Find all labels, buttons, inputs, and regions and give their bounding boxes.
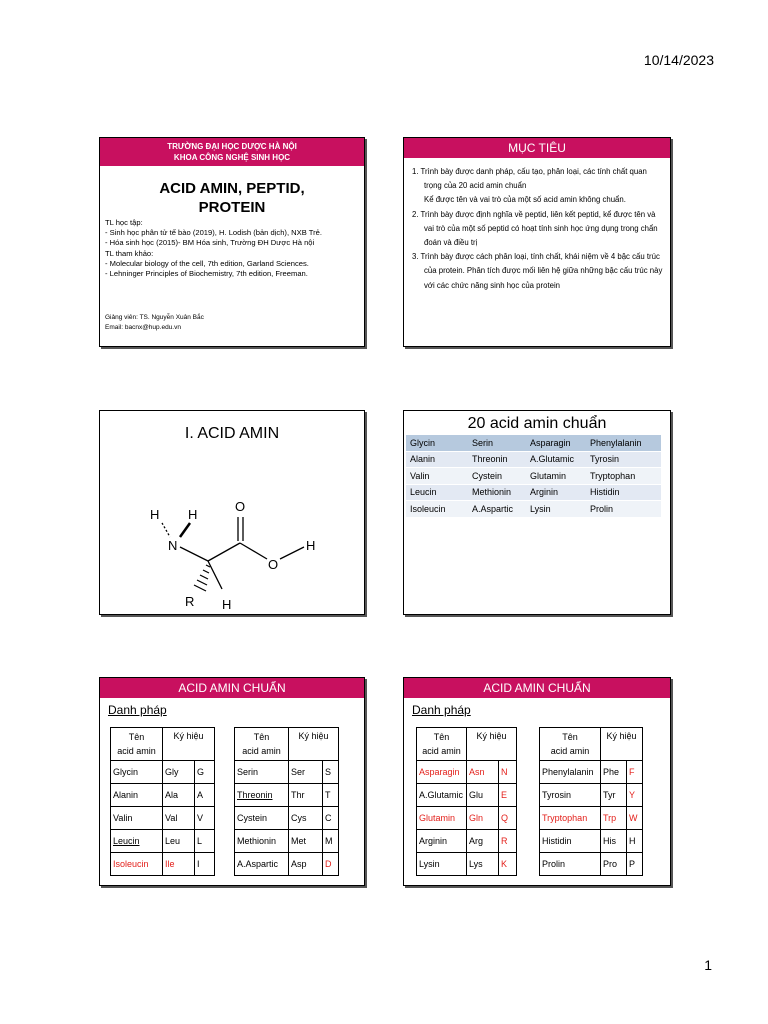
aa-name: Leucin	[111, 830, 163, 853]
aa-code: G	[195, 761, 215, 784]
reference-line: - Molecular biology of the cell, 7th edition, Garland Sciences.	[105, 258, 309, 268]
table-row	[111, 853, 215, 876]
table-row	[111, 761, 215, 784]
amino-acid-structure-diagram	[140, 451, 340, 612]
slide-nomenclature-1	[99, 677, 365, 886]
table-cell: Tyrosin	[586, 451, 661, 468]
table-row	[406, 468, 661, 485]
slide-nomenclature-2	[403, 677, 671, 886]
table-cell: Cystein	[468, 468, 526, 485]
table-cell: Asparagin	[526, 435, 586, 451]
table-row	[540, 761, 643, 784]
aa-name: Methionin	[235, 830, 289, 853]
aa-name: Tyrosin	[540, 784, 601, 807]
slide-title	[99, 137, 365, 347]
table-cell: Threonin	[468, 451, 526, 468]
table-cell: A.Aspartic	[468, 501, 526, 518]
nomenclature-subtitle: Danh pháp	[108, 703, 167, 717]
aa-name: Histidin	[540, 830, 601, 853]
atom-o-carbonyl: O	[235, 499, 246, 514]
table-cell: Isoleucin	[406, 501, 468, 518]
table-row	[540, 853, 643, 876]
aa-code: A	[195, 784, 215, 807]
lecturer-name: Giảng viên: TS. Nguyễn Xuân Bắc	[105, 314, 204, 321]
slide-objectives	[403, 137, 671, 347]
table-row	[417, 853, 517, 876]
nomenclature-table	[234, 727, 339, 876]
table-cell: Serin	[468, 435, 526, 451]
objective-item: 1. Trình bày được danh pháp, cấu tạo, phân loại, các tính chất quan trọng của 20 acid amin chuẩn	[412, 167, 647, 191]
table-row	[417, 784, 517, 807]
bonds	[162, 517, 304, 589]
lecture-title-line: PROTEIN	[198, 199, 266, 216]
table-header-row	[111, 728, 215, 761]
table-row	[111, 830, 215, 853]
table-cell: Arginin	[526, 484, 586, 501]
aa-abbr: Pro	[601, 853, 627, 876]
column-header-symbol: Ký hiệu	[467, 728, 517, 761]
aa-abbr: Phe	[601, 761, 627, 784]
aa-abbr: Gly	[163, 761, 195, 784]
table-row	[111, 784, 215, 807]
aa-code: P	[627, 853, 643, 876]
aa-name: Alanin	[111, 784, 163, 807]
slide-amino-acid-structure	[99, 410, 365, 615]
lecturer-email: Email: bacnx@hup.edu.vn	[105, 323, 181, 331]
table-cell: Tryptophan	[586, 468, 661, 485]
table-row	[540, 830, 643, 853]
aa-name: A.Glutamic	[417, 784, 467, 807]
aa-code: V	[195, 807, 215, 830]
objectives-header: MỤC TIÊU	[404, 138, 670, 158]
aa-code: S	[323, 761, 339, 784]
atom-h: H	[150, 507, 160, 522]
table-row	[540, 784, 643, 807]
aa-abbr: Tyr	[601, 784, 627, 807]
table-cell: Glycin	[406, 435, 468, 451]
table-cell: Phenylalanin	[586, 435, 661, 451]
column-header-name: Tên acid amin	[111, 728, 163, 761]
reference-line: - Sinh học phân tử tế bào (2019), H. Lodish (bản dịch), NXB Trẻ.	[105, 228, 322, 238]
aa-code: C	[323, 807, 339, 830]
references	[105, 218, 322, 279]
table-row	[235, 784, 339, 807]
section-title: I. ACID AMIN	[184, 425, 280, 442]
lecture-title	[100, 179, 364, 217]
aa-abbr: Trp	[601, 807, 627, 830]
atom-h: H	[222, 597, 232, 612]
reference-line: TL học tập:	[105, 218, 143, 227]
table-cell: Leucin	[406, 484, 468, 501]
table-row	[406, 484, 661, 501]
objective-item: Kể được tên và vai trò của một số acid amin không chuẩn.	[424, 195, 626, 205]
table-cell: Prolin	[586, 501, 661, 518]
column-header-name: Tên acid amin	[540, 728, 601, 761]
aa-name: Glutamin	[417, 807, 467, 830]
table-row	[417, 761, 517, 784]
aa-code: Q	[499, 807, 517, 830]
aa-name: Tryptophan	[540, 807, 601, 830]
table-row	[111, 807, 215, 830]
aa-abbr: Thr	[289, 784, 323, 807]
objectives-list	[412, 165, 664, 293]
aa-code: R	[499, 830, 517, 853]
table-row	[406, 501, 661, 518]
reference-line: TL tham khảo:	[105, 248, 154, 258]
faculty-name: KHOA CÔNG NGHỆ SINH HỌC	[173, 153, 291, 162]
aa-abbr: Gln	[467, 807, 499, 830]
nomenclature-table	[539, 727, 643, 876]
objective-item: 2. Trình bày được định nghĩa về peptid, liên kết peptid, kể được tên và vai trò của một số peptid có hoạt tính sinh học ứng dụng trong chẩn đoán và điều trị	[412, 209, 658, 248]
aa-abbr: Arg	[467, 830, 499, 853]
aa-abbr: His	[601, 830, 627, 853]
aa-abbr: Val	[163, 807, 195, 830]
table-cell: A.Glutamic	[526, 451, 586, 468]
aa-name: Glycin	[111, 761, 163, 784]
atom-o-hydroxyl: O	[268, 557, 279, 572]
column-header-symbol: Ký hiệu	[163, 728, 215, 761]
table-row	[540, 807, 643, 830]
aa-abbr: Leu	[163, 830, 195, 853]
aa-name: Prolin	[540, 853, 601, 876]
aa-abbr: Glu	[467, 784, 499, 807]
column-header-name: Tên acid amin	[235, 728, 289, 761]
aa-code: I	[195, 853, 215, 876]
reference-line: - Lehninger Principles of Biochemistry, 7th edition, Freeman.	[105, 269, 308, 279]
aa-abbr: Lys	[467, 853, 499, 876]
nomenclature-table	[110, 727, 215, 876]
aa-code: W	[627, 807, 643, 830]
aa-code: E	[499, 784, 517, 807]
nomenclature-subtitle: Danh pháp	[412, 703, 471, 717]
aa-code: D	[323, 853, 339, 876]
aa-abbr: Met	[289, 830, 323, 853]
lecturer-info	[105, 313, 204, 332]
aa-abbr: Asp	[289, 853, 323, 876]
atom-h: H	[306, 538, 316, 553]
atom-n: N	[168, 538, 178, 553]
column-header-symbol: Ký hiệu	[601, 728, 643, 761]
page-number: 1	[704, 957, 712, 973]
aa-code: T	[323, 784, 339, 807]
nomenclature-header: ACID AMIN CHUẨN	[100, 678, 364, 698]
table-cell: Histidin	[586, 484, 661, 501]
aa-name: A.Aspartic	[235, 853, 289, 876]
table-row	[235, 830, 339, 853]
print-date: 10/14/2023	[643, 52, 714, 68]
aa-abbr: Asn	[467, 761, 499, 784]
aa-name: Valin	[111, 807, 163, 830]
slide-20-standard-amino-acids	[403, 410, 671, 615]
table-header-row	[417, 728, 517, 761]
table-cell: Lysin	[526, 501, 586, 518]
column-header-symbol: Ký hiệu	[289, 728, 339, 761]
objective-item: 3. Trình bày được cách phân loại, tính chất, khái niệm về 4 bậc cấu trúc của protein. Phân tích được mối liên hệ giữa những bậc cấu trúc này với các chức năng sinh học của protein	[412, 252, 663, 290]
reference-line: - Hóa sinh học (2015)- BM Hóa sinh, Trường ĐH Dược Hà nội	[105, 238, 315, 248]
table-cell: Alanin	[406, 451, 468, 468]
aa-abbr: Cys	[289, 807, 323, 830]
aa-name: Arginin	[417, 830, 467, 853]
aa-name: Threonin	[235, 784, 289, 807]
university-name: TRƯỜNG ĐẠI HỌC DƯỢC HÀ NỘI	[167, 142, 297, 151]
table-cell: Methionin	[468, 484, 526, 501]
slide-title-text: 20 acid amin chuẩn	[467, 415, 607, 432]
atom-r: R	[185, 594, 195, 609]
aa-name: Asparagin	[417, 761, 467, 784]
column-header-name: Tên acid amin	[417, 728, 467, 761]
hashed-wedge-bond	[194, 565, 210, 591]
table-cell: Glutamin	[526, 468, 586, 485]
table-row	[235, 853, 339, 876]
table-row	[406, 451, 661, 468]
aa-code: M	[323, 830, 339, 853]
nomenclature-header: ACID AMIN CHUẨN	[404, 678, 670, 698]
university-header	[100, 138, 364, 166]
aa-code: N	[499, 761, 517, 784]
aa-name: Cystein	[235, 807, 289, 830]
table-row	[406, 435, 661, 451]
table-header-row	[540, 728, 643, 761]
aa-abbr: Ser	[289, 761, 323, 784]
aa-abbr: Ile	[163, 853, 195, 876]
aa-code: Y	[627, 784, 643, 807]
table-header-row	[235, 728, 339, 761]
atom-h: H	[188, 507, 198, 522]
aa-name: Phenylalanin	[540, 761, 601, 784]
table-row	[235, 761, 339, 784]
lecture-title-line: ACID AMIN, PEPTID,	[159, 180, 305, 197]
aa-abbr: Ala	[163, 784, 195, 807]
aa-code: F	[627, 761, 643, 784]
nomenclature-table	[416, 727, 517, 876]
table-cell: Valin	[406, 468, 468, 485]
aa-code: L	[195, 830, 215, 853]
table-row	[417, 807, 517, 830]
aa-code: K	[499, 853, 517, 876]
table-row	[235, 807, 339, 830]
aa-name: Lysin	[417, 853, 467, 876]
aa-name: Isoleucin	[111, 853, 163, 876]
amino-acid-grid	[406, 435, 661, 518]
table-row	[417, 830, 517, 853]
aa-code: H	[627, 830, 643, 853]
aa-name: Serin	[235, 761, 289, 784]
